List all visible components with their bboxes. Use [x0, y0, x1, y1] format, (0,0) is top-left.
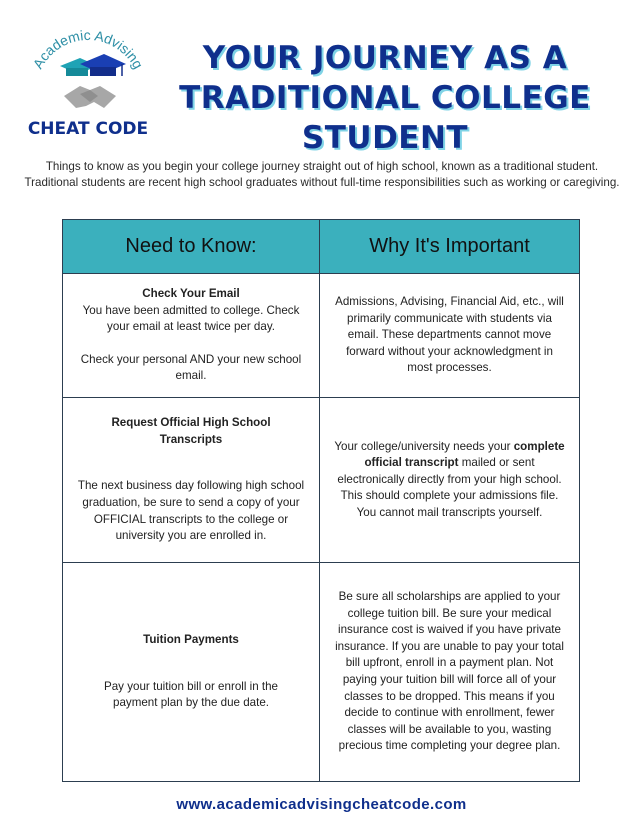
why-cell: [320, 398, 580, 563]
table-row: [63, 563, 580, 782]
row-text: You have been admitted to college. Check your email at least twice per day.: [82, 303, 300, 334]
table-row: [63, 274, 580, 398]
title-line-2: TRADITIONAL COLLEGE: [179, 80, 591, 116]
intro-paragraph: Things to know as you begin your college journey straight out of high school, known as a traditional student. Traditional students are recent high school graduates without full-time responsibilities such as working or caregiving.: [24, 160, 620, 189]
row-text: Check your personal AND your new school email.: [80, 352, 302, 383]
need-cell: [63, 563, 320, 782]
row-text: Be sure all scholarships are applied to your college tuition bill. Be sure your medical insurance cost is waived if you have private insurance. If you are unable to pay your total bill upfront, enroll in a payment plan. Not paying your tuition bill will force all of your classes to be dropped. This means if you decide to continue with enrollment, fewer classes will be available to you, wasting precious time completing your degree plan.: [335, 590, 564, 753]
row-text-bold: complete official transcript: [364, 439, 565, 470]
graduation-cap-icon: [60, 54, 126, 76]
why-cell: [320, 274, 580, 398]
need-cell: [63, 274, 320, 398]
logo-badge-text: CHEAT CODE: [27, 119, 149, 139]
row-text: You cannot mail transcripts yourself.: [356, 505, 543, 519]
title-line-3: STUDENT: [301, 120, 469, 156]
row-text: Admissions, Advising, Financial Aid, etc., will primarily communicate with students via email. These departments cannot move forward without your acknowledgment in most processes.: [335, 295, 564, 375]
table-header-row: [63, 220, 580, 274]
need-cell: [63, 398, 320, 563]
row-text: mailed or sent electronically directly from your high school. This should complete your admissions file.: [337, 456, 562, 503]
row-text: The next business day following high school graduation, be sure to send a copy of your OFFICIAL transcripts to the college or university you are enrolled in.: [77, 479, 305, 543]
logo-arc-text: Academic Advising: [29, 26, 147, 72]
row-title: Tuition Payments: [143, 633, 239, 647]
header-need-to-know: Need to Know:: [63, 220, 320, 274]
why-cell: [320, 563, 580, 782]
handshake-icon: [64, 86, 116, 108]
info-table: [62, 219, 580, 782]
logo: [24, 14, 152, 144]
row-text: Your college/university needs your: [334, 439, 514, 453]
row-title: Check Your Email: [142, 287, 240, 301]
table-row: [63, 398, 580, 563]
website-link[interactable]: www.academicadvisingcheatcode.com: [176, 796, 467, 813]
page-title: [150, 38, 620, 158]
row-title: Request Official High School Transcripts: [111, 416, 271, 446]
row-text: Pay your tuition bill or enroll in the payment plan by the due date.: [104, 679, 278, 710]
title-line-1: YOUR JOURNEY AS A: [202, 40, 568, 76]
logo-graphic: [24, 14, 152, 144]
header-why-important: Why It's Important: [320, 220, 580, 274]
